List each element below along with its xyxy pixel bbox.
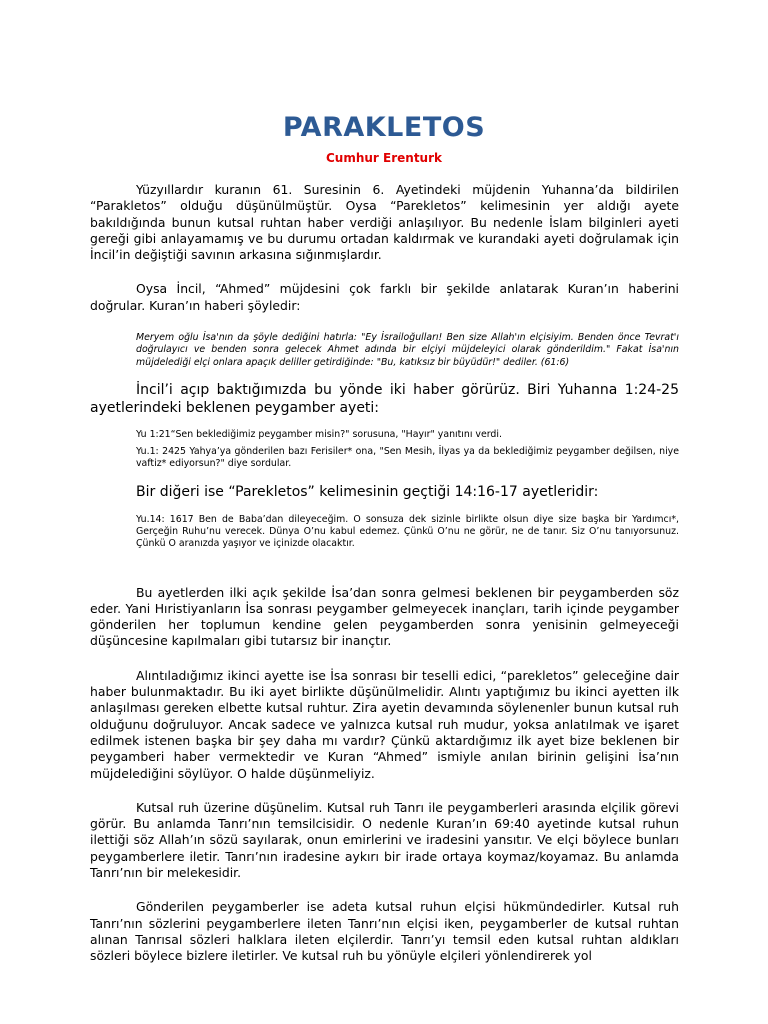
paragraph-3: Bu ayetlerden ilki açık şekilde İsa’dan sonra gelmesi beklenen bir peygamberden söz eder. Yani Hıristiyanların İsa sonrası peygamber gelmeyecek inançları, tarih içinde peygamber gönderilen her toplumun kendine gelen peygamberden sonra yenisinin gelmeyeceği düşüncesine kapılmaları gibi tutarsız bir inançtır. (90, 584, 679, 649)
paragraph-2: Oysa İncil, “Ahmed” müjdesini çok farklı bir şekilde anlatarak Kuran’ın haberini doğrular. Kuran’ın haberi şöyledir: (90, 281, 679, 313)
lead-paragraph-2: Bir diğeri ise “Parekletos” kelimesinin geçtiği 14:16-17 ayetleridir: (136, 484, 599, 501)
verse-john-1-24: Yu.1: 2425 Yahya’ya gönderilen bazı Ferisiler* ona, "Sen Mesih, İlyas ya da beklediğimiz peygamber değilsen, niye vaftiz* ediyorsun?" diye sordular. (136, 445, 679, 469)
paragraph-5: Kutsal ruh üzerine düşünelim. Kutsal ruh Tanrı ile peygamberleri arasında elçilik görevi görür. Bu anlamda Tanrı’nın temsilcisidir. O nedenle Kuran’ın 69:40 ayetinde kutsal ruhun ilettiği söz Allah’ın sözü sayılarak, onun emirlerini ve iradesini yansıtır. Ve elçi böylece bunları peygamberlere iletir. Tanrı’nın iradesine aykırı bir irade ortaya koymaz/koyamaz. Bu anlamda Tanrı’nın bir melekesidir. (90, 799, 679, 881)
paragraph-6: Gönderilen peygamberler ise adeta kutsal ruhun elçisi hükmündedirler. Kutsal ruh Tanrı’nın sözlerini peygamberlere ileten Tanrı’nın elçisi iken, peygamberler de kutsal ruhtan alınan Tanrısal sözleri halklara ileten elçilerdir. Tanrı’yı temsil eden kutsal ruhtan aldıkları sözleri böylece bizlere iletirler. Ve kutsal ruh bu yönüyle elçileri yönlendirerek yol (90, 899, 679, 964)
verse-block-1 (136, 429, 679, 470)
quran-quote: Meryem oğlu İsa'nın da şöyle dediğini hatırla: "Ey İsrailoğulları! Ben size Allah'ın elçisiyim. Benden önce Tevrat'ı doğrulayıcı ve benden sonra gelecek Ahmet adında bir elçiyi müjdeleyici olarak gönderildim." Fakat İsa'nın müjdelediği elçi onlara apaçık deliller getirdiğinde: "Bu, katıksız bir büyüdür!" dediler. (61:6) (136, 332, 679, 368)
paragraph-1: Yüzyıllardır kuranın 61. Suresinin 6. Ayetindeki müjdenin Yuhanna’da bildirilen “Parakletos” olduğu düşünülmüştür. Oysa “Parekletos” kelimesinin yer aldığı ayete bakıldığında bunun kutsal ruhtan haber verdiği anlaşılıyor. Bu nedenle İslam bilginleri ayeti gereği gibi anlayamamış ve bu durumu ortadan kaldırmak ve kurandaki ayeti doğrulamak için İncil’in değiştiği savının arkasına sığınmışlardır. (90, 182, 679, 263)
lead-paragraph-1: İncil’i açıp baktığımızda bu yönde iki haber görürüz. Biri Yuhanna 1:24-25 ayetlerindeki beklenen peygamber ayeti: (90, 382, 679, 416)
document-title: PARAKLETOS (282, 112, 486, 143)
document-body (90, 182, 679, 983)
verse-john-14-16: Yu.14: 1617 Ben de Baba’dan dileyeceğim. O sonsuza dek sizinle birlikte olsun diye size başka bir Yardımcı*, Gerçeğin Ruhu’nu verecek. Dünya O’nu kabul edemez. Çünkü O’nu ne görür, ne de tanır. Siz O’nu tanıyorsunuz. Çünkü O aranızda yaşıyor ve içinizde olacaktır. (136, 513, 679, 550)
verse-block-2 (136, 514, 679, 551)
paragraph-4: Alıntıladığımız ikinci ayette ise İsa sonrası bir teselli edici, “parekletos” geleceğine dair haber bulunmaktadır. Bu iki ayet birlikte düşünülmelidir. Alıntı yaptığımız bu ikinci ayetten ilk anlaşılması gereken elbette kutsal ruhtur. Zira ayetin devamında söylenenler bunun kutsal ruh olduğunu doğruluyor. Ancak sadece ve yalnızca kutsal ruh mudur, yoksa anlatılmak ve işaret edilmek istenen başka bir şey daha mı vardır? Çünkü aktardığımız ilk ayet bize beklenen bir peygamberi haber vermektedir ve Kuran “Ahmed” ismiyle anılan birinin gelişini İsa’nın müjdelediğini söylüyor. O halde düşünmeliyiz. (90, 667, 679, 781)
verse-john-1-21: Yu 1:21“Sen beklediğimiz peygamber misin?" sorusuna, "Hayır" yanıtını verdi. (136, 429, 502, 441)
author-name: Cumhur Erenturk (325, 151, 442, 165)
